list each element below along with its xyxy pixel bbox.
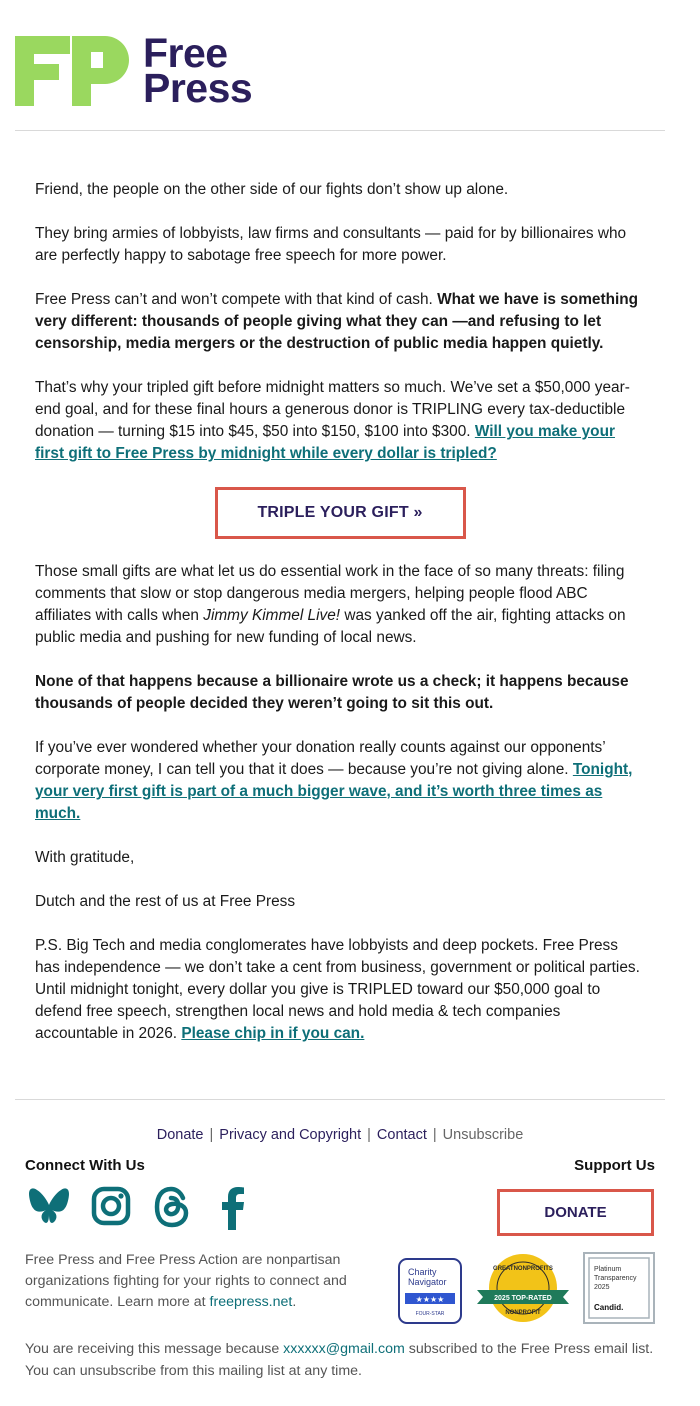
support-heading: Support Us [574,1157,655,1174]
fp-logo-mark [15,36,129,106]
cta-wrap [35,487,645,539]
gnp-ring-bottom: NONPROFIT [505,1310,541,1316]
paragraph-armies: They bring armies of lobbyists, law firms and consultants — paid for by billionaires who are perfectly happy to sabotage free speech for more power. [35,225,627,264]
make-first-gift-link[interactable]: Will you make your first gift to Free Press by midnight while every dollar is tripled? [35,423,615,462]
header-divider [15,130,665,131]
freepress-net-link[interactable]: freepress.net [209,1294,293,1310]
candid-line2: Transparency [594,1275,637,1282]
paragraph-ps [35,935,645,1045]
bold-statement: What we have is something very different: thousands of people giving what they can —and refusing to let censorship, media mergers or the destruction of public media happen quietly. [35,291,639,352]
separator: | [367,1127,371,1143]
donate-button[interactable]: DONATE [497,1189,654,1236]
charity-navigator-badge[interactable] [398,1258,462,1329]
charity-line2: Navigator [408,1277,447,1287]
charity-rating: FOUR-STAR [415,1311,445,1317]
paragraph-tripled [35,377,645,465]
separator: | [209,1127,214,1143]
legal-notice [25,1338,655,1382]
text-span: was yanked off the air, fighting attacks on public media and pushing for new funding of local news. [35,607,626,646]
subscriber-email-link[interactable]: xxxxxx@gmail.com [283,1341,405,1357]
about-text [25,1250,380,1313]
footer-donate-link[interactable]: Donate [156,1127,204,1143]
footer-unsubscribe-link[interactable]: Unsubscribe [442,1127,524,1143]
text-span: Those small gifts are what let us do essential work in the face of so many threats: filing comments that slow or stop dangerous media mergers, helping people flood ABC affiliates with calls when [35,563,625,624]
paragraph-intro: Friend, the people on the other side of our fights don’t show up alone. [35,181,509,198]
candid-badge[interactable] [583,1252,655,1329]
paragraph-gratitude: With gratitude, [35,849,135,866]
logo-word-free: Free [143,30,228,76]
candid-year: 2025 [594,1284,610,1291]
candid-line1: Platinum [594,1266,622,1273]
footer-contact-link[interactable]: Contact [376,1127,427,1143]
text-span: That’s why your tripled gift before midnight matters so much. We’ve set a $50,000 year-end goal, and for these final hours a generous donor is TRIPLING every tax-deductible donation — turning $15 into $45, $50 into $150, $100 into $300. [35,379,630,440]
text-span: You are receiving this message because [25,1341,284,1357]
footer-links [0,1127,680,1143]
instagram-icon[interactable] [91,1186,131,1231]
chip-in-link[interactable]: Please chip in if you can. [181,1025,365,1042]
text-span: If you’ve ever wondered whether your donation really counts against our opponents’ corporate money, I can tell you that it does — because you’re not giving alone. [35,739,606,778]
logo-wordmark [143,30,253,111]
connect-heading: Connect With Us [25,1157,145,1174]
free-press-logo[interactable] [15,30,253,111]
paragraph-compete [35,289,645,355]
email-body [35,179,645,1067]
text-span: Free Press and Free Press Action are nonpartisan organizations fighting for your rights to connect and communicate. Learn more at [25,1252,347,1310]
footer-divider [15,1099,665,1100]
text-span: subscribed to the Free Press email list. You can unsubscribe from this mailing list at any time. [25,1341,654,1379]
gnp-ring-top: GREATNONPROFITS [493,1266,553,1272]
bigger-wave-link[interactable]: Tonight, your very first gift is part of a much bigger wave, and it’s worth three times as much. [35,761,633,822]
text-span: . [292,1294,297,1310]
gnp-banner: 2025 TOP-RATED [494,1295,552,1302]
bluesky-icon[interactable] [27,1186,71,1231]
footer-privacy-link[interactable]: Privacy and Copyright [219,1127,362,1143]
logo-word-press: Press [143,65,253,111]
threads-icon[interactable] [153,1186,191,1233]
show-title: Jimmy Kimmel Live! [203,607,341,624]
facebook-icon[interactable] [219,1186,247,1235]
paragraph-wondered [35,737,645,825]
candid-brand: Candid. [594,1303,624,1312]
paragraph-billionaire [35,671,645,715]
charity-line1: Charity [408,1267,437,1277]
paragraph-signature: Dutch and the rest of us at Free Press [35,893,296,910]
separator: | [432,1127,437,1143]
triple-your-gift-button[interactable]: TRIPLE YOUR GIFT » [215,487,466,539]
text-span: P.S. Big Tech and media conglomerates have lobbyists and deep pockets. Free Press has independence — we don’t take a cent from business, government or political parties. Until midnight tonight, every dollar you give is TRIPLED toward our $50,000 goal to defend free speech, strengthen local news and hold media & tech companies accountable in 2026. [35,937,640,1042]
text-span: Free Press can’t and won’t compete with that kind of cash. [35,291,438,308]
paragraph-small-gifts [35,561,645,649]
bold-statement: None of that happens because a billionaire wrote us a check; it happens because thousands of people decided they weren’t going to sit this out. [35,673,629,712]
greatnonprofits-badge[interactable] [475,1252,571,1329]
charity-stars: ★★★★ [415,1295,445,1304]
